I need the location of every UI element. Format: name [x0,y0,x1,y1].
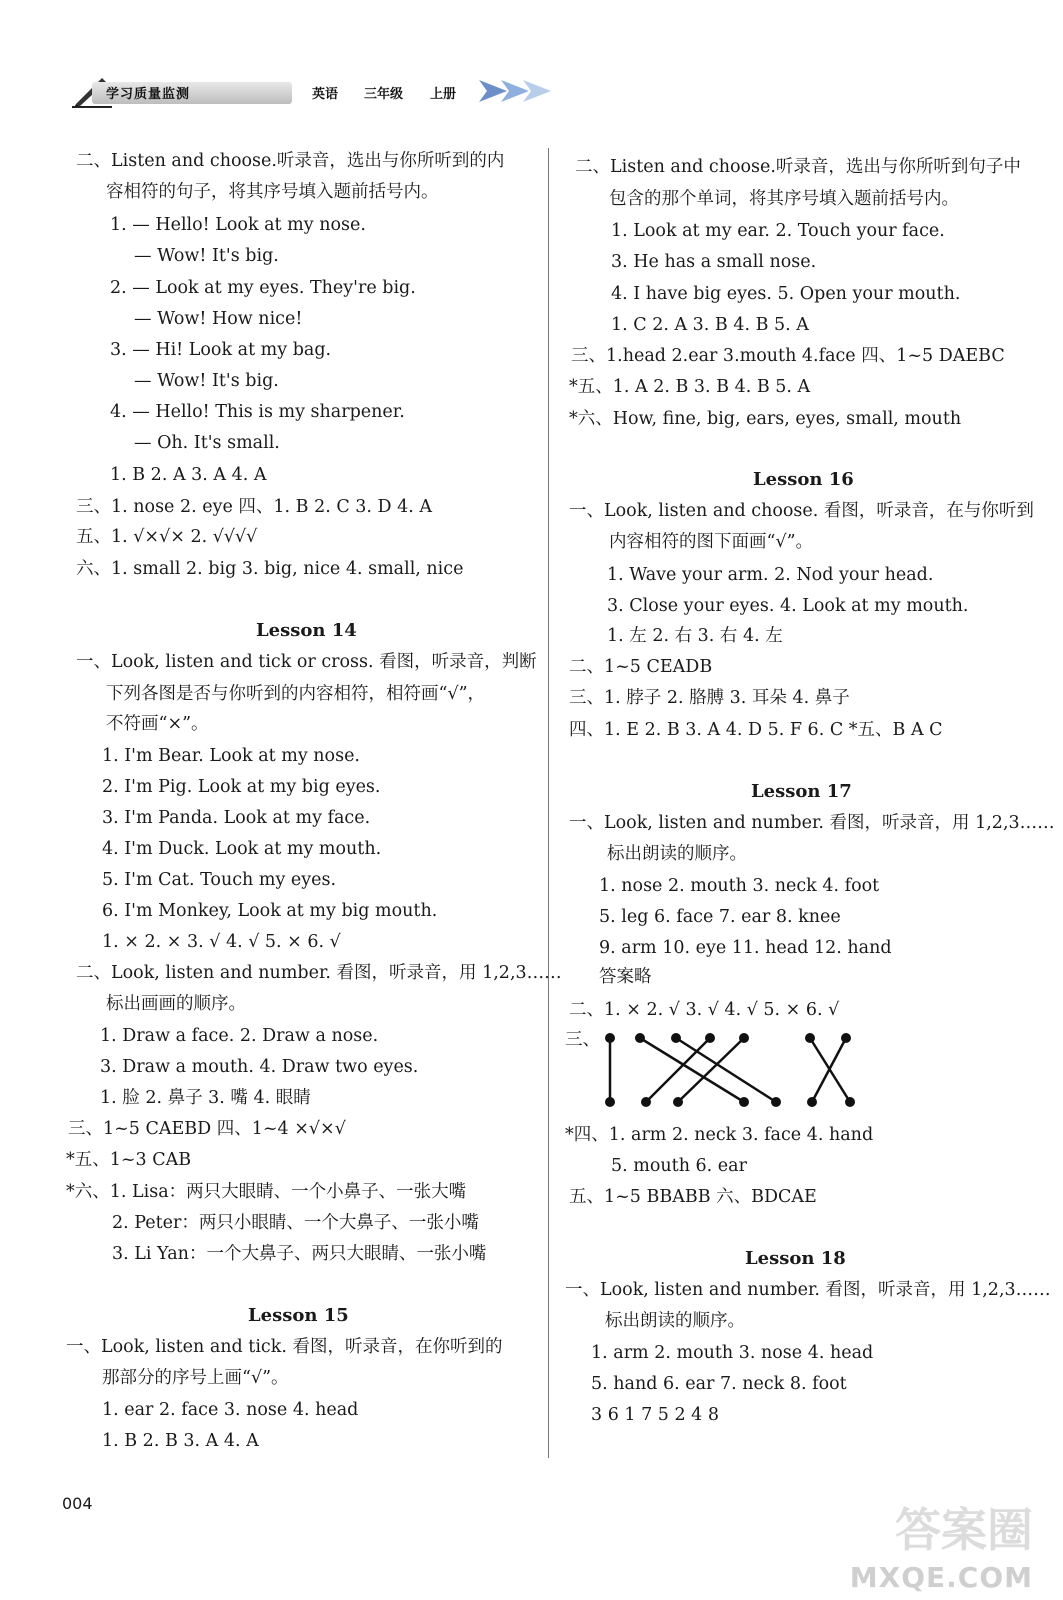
answer-line: 四、1. E 2. B 3. A 4. D 5. F 6. C *五、B A C [569,720,943,740]
answer-line: 六、1. small 2. big 3. big, nice 4. small, nice [76,559,464,579]
instruction-text: 容相符的句子，将其序号填入题前括号内。 [106,182,439,202]
section-header: 一、Look, listen and tick. 看图，听录音，在你听到的 [66,1337,503,1357]
column-divider [548,148,549,1458]
dialogue-line: — Oh. It's small. [134,433,280,453]
answer-line: 五、1~5 BBABB 六、BDCAE [569,1187,817,1207]
answer-line: *六、1. Lisa：两只大眼睛、一个小鼻子、一张大嘴 [66,1182,467,1202]
match-line [678,1038,744,1102]
answer-line: 三、1.head 2.ear 3.mouth 4.face 四、1~5 DAEBC [571,346,1005,366]
dialogue-line: — Wow! It's big. [134,371,279,391]
answer-line: 二、1~5 CEADB [569,657,713,677]
dialogue-line: — Wow! It's big. [134,246,279,266]
answer-line: 1. C 2. A 3. B 4. B 5. A [611,315,809,335]
answer-line: *五、1. A 2. B 3. B 4. B 5. A [569,377,811,397]
answer-line: 答案略 [599,967,652,987]
word-list: 5. hand 6. ear 7. neck 8. foot [591,1374,847,1394]
section-header: 一、Look, listen and tick or cross. 看图，听录音，判断 [76,652,537,672]
word-list: 1. arm 2. mouth 3. nose 4. head [591,1343,874,1363]
listen-item: 1. Draw a face. 2. Draw a nose. [100,1026,379,1046]
dialogue-line: — Wow! How nice! [134,309,303,329]
match-dot [771,1097,781,1107]
page-number: 004 [62,1494,93,1513]
instruction-text: 不符画“×”。 [106,714,209,734]
section-header: 一、Look, listen and number. 看图，听录音，用 1,2,3…… [565,1280,1051,1300]
match-dot [641,1097,651,1107]
instruction-text: 标出朗读的顺序。 [605,1311,745,1331]
listen-item: 1. Look at my ear. 2. Touch your face. [611,221,945,241]
answer-line: 三、1. 脖子 2. 胳膊 3. 耳朵 4. 鼻子 [569,688,850,708]
answer-line: 5. mouth 6. ear [611,1156,747,1176]
match-dot [807,1097,817,1107]
section-header: 二、Listen and choose.听录音，选出与你所听到句子中 [575,157,1021,177]
lesson-title: Lesson 17 [751,781,852,802]
match-dot [739,1033,749,1043]
lesson-title: Lesson 14 [256,620,357,641]
instruction-text: 包含的那个单词，将其序号填入题前括号内。 [609,189,959,209]
match-dot [705,1033,715,1043]
answer-line: 2. Peter：两只小眼睛、一个大鼻子、一张小嘴 [112,1213,479,1233]
match-dot [635,1033,645,1043]
word-list: 9. arm 10. eye 11. head 12. hand [599,938,892,958]
match-dot [841,1033,851,1043]
match-dot [605,1033,615,1043]
answer-line: 3. Li Yan：一个大鼻子、两只大眼睛、一张小嘴 [112,1244,487,1264]
match-dot [805,1033,815,1043]
match-dot [845,1097,855,1107]
instruction-text: 那部分的序号上画“√”。 [102,1368,289,1388]
answer-line: 3 6 1 7 5 2 4 8 [591,1405,720,1425]
header-volume: 上册 [430,87,457,102]
listen-item: 1. ear 2. face 3. nose 4. head [102,1400,359,1420]
lesson-title: Lesson 18 [745,1248,846,1269]
instruction-text: 下列各图是否与你听到的内容相符，相符画“√”， [106,684,486,704]
answer-line: 1. × 2. × 3. √ 4. √ 5. × 6. √ [102,932,341,952]
listen-item: 3. Close your eyes. 4. Look at my mouth. [607,596,969,616]
answer-line: *六、How, fine, big, ears, eyes, small, mouth [569,409,962,429]
watermark-text: MXQE.COM [849,1561,1033,1594]
listen-item: 1. I'm Bear. Look at my nose. [102,746,360,766]
match-dot [673,1097,683,1107]
answer-line: 1. 脸 2. 鼻子 3. 嘴 4. 眼睛 [100,1088,311,1108]
dialogue-line: 3. — Hi! Look at my bag. [110,340,332,360]
answer-line: 二、1. × 2. √ 3. √ 4. √ 5. × 6. √ [569,1000,840,1020]
instruction-text: 内容相符的图下面画“√”。 [609,532,814,552]
match-dot [605,1097,615,1107]
answer-line: 1. B 2. A 3. A 4. A [110,465,267,485]
instruction-text: 标出朗读的顺序。 [607,844,747,864]
listen-item: 6. I'm Monkey, Look at my big mouth. [102,901,438,921]
listen-item: 4. I'm Duck. Look at my mouth. [102,839,382,859]
answer-line: 三、1~5 CAEBD 四、1~4 ×√×√ [68,1119,346,1139]
chevrons-icon [477,76,567,106]
answer-line: *四、1. arm 2. neck 3. face 4. hand [565,1125,874,1145]
listen-item: 1. Wave your arm. 2. Nod your head. [607,565,934,585]
word-list: 1. nose 2. mouth 3. neck 4. foot [599,876,880,896]
dialogue-line: 2. — Look at my eyes. They're big. [110,278,416,298]
listen-item: 4. I have big eyes. 5. Open your mouth. [611,284,961,304]
match-dot [739,1097,749,1107]
answer-line: 1. B 2. B 3. A 4. A [102,1431,259,1451]
page-header [72,74,502,108]
section-header: 二、Look, listen and number. 看图，听录音，用 1,2,3…… [76,963,562,983]
listen-item: 3. Draw a mouth. 4. Draw two eyes. [100,1057,419,1077]
section-header: 一、Look, listen and choose. 看图，听录音，在与你听到 [569,501,1034,521]
lesson-title: Lesson 15 [248,1305,349,1326]
word-list: 5. leg 6. face 7. ear 8. knee [599,907,841,927]
listen-item: 2. I'm Pig. Look at my big eyes. [102,777,381,797]
dialogue-line: 4. — Hello! This is my sharpener. [110,402,405,422]
section-header: 一、Look, listen and number. 看图，听录音，用 1,2,3…… [569,813,1055,833]
listen-item: 3. He has a small nose. [611,252,817,272]
listen-item: 3. I'm Panda. Look at my face. [102,808,371,828]
lesson-title: Lesson 16 [753,469,854,490]
instruction-text: 标出画画的顺序。 [106,994,246,1014]
matching-diagram [600,1030,860,1110]
section-header: 二、Listen and choose.听录音，选出与你所听到的内 [76,151,505,171]
answer-line: 五、1. √×√× 2. √√√√ [76,527,258,547]
dialogue-line: 1. — Hello! Look at my nose. [110,215,366,235]
answer-line: *五、1~3 CAB [66,1150,192,1170]
header-subject: 英语 [312,87,339,102]
answer-line: 1. 左 2. 右 3. 右 4. 左 [607,626,783,646]
match-dot [671,1033,681,1043]
series-title: 学习质量监测 [106,87,191,102]
listen-item: 5. I'm Cat. Touch my eyes. [102,870,337,890]
answer-line: 三、1. nose 2. eye 四、1. B 2. C 3. D 4. A [76,497,433,517]
section-label: 三、 [565,1030,600,1050]
header-grade: 三年级 [364,87,404,102]
watermark-logo: 答案圈 [895,1503,1033,1557]
